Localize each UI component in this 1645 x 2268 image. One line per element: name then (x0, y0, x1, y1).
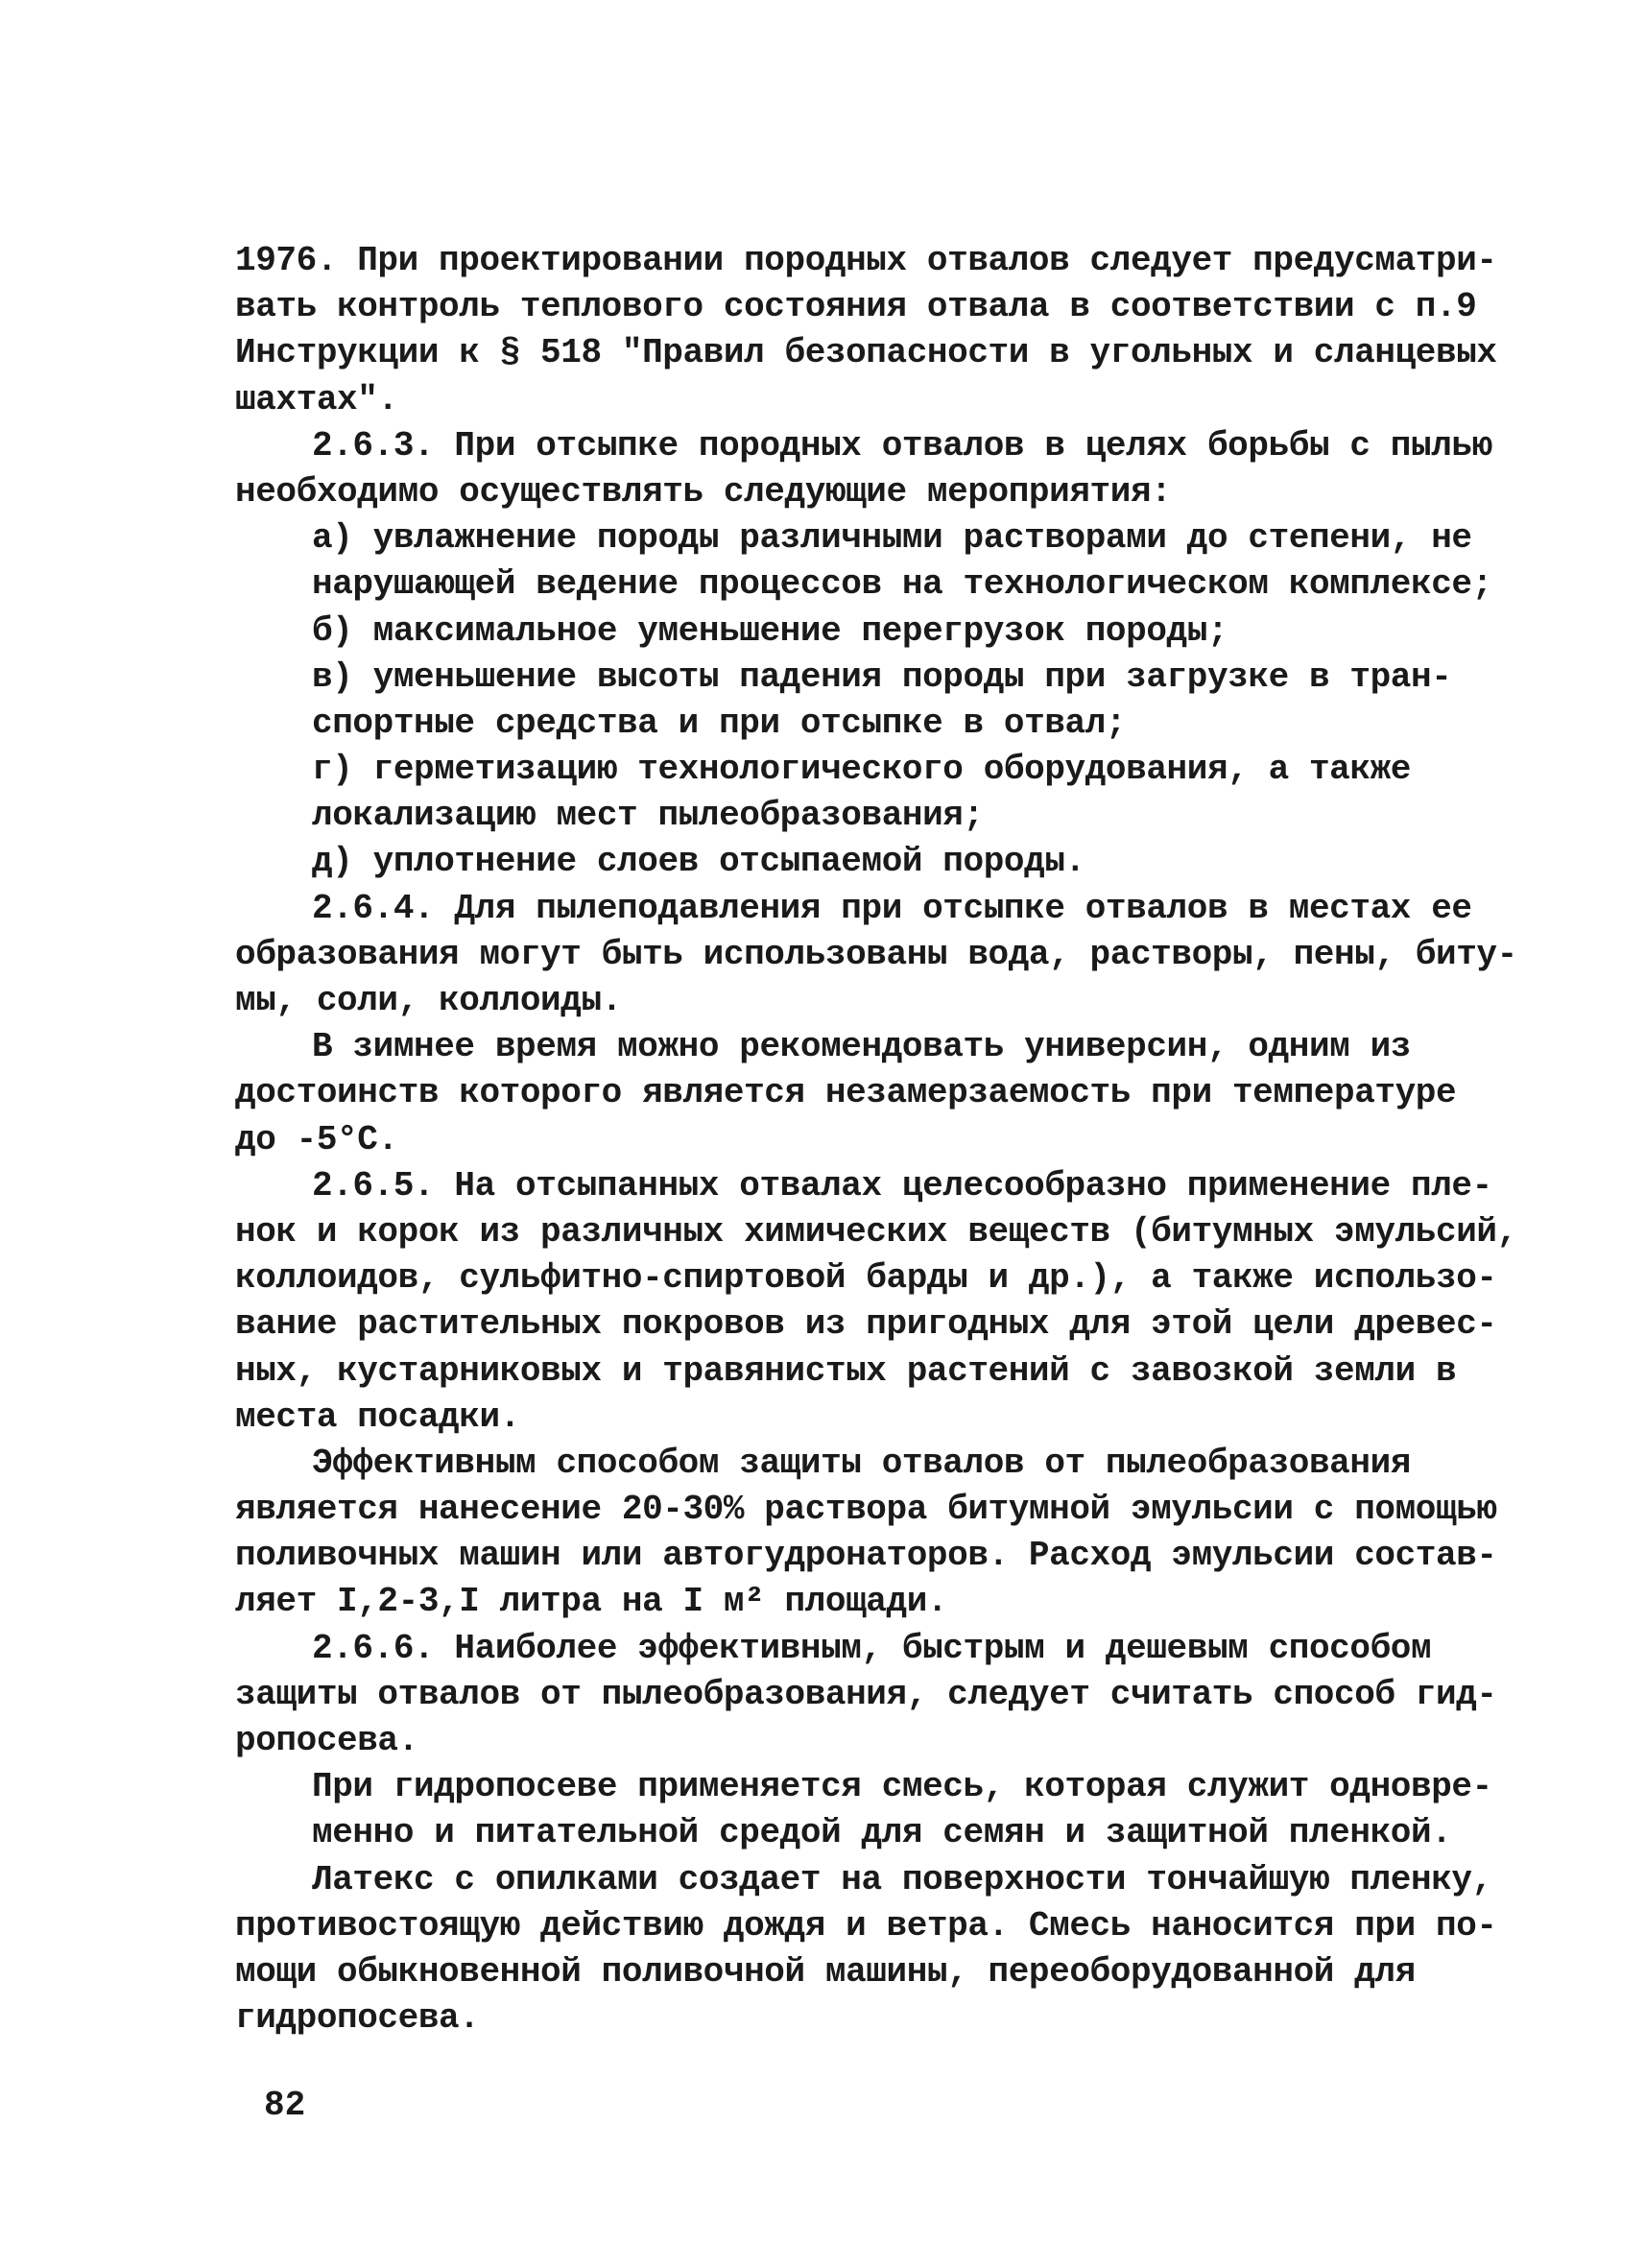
text-line: а) увлажнение породы различными растворами до степени, не (312, 518, 1472, 559)
text-line: г) герметизацию технологического оборудования, а также (312, 750, 1411, 790)
text-line: коллоидов, сульфитно-спиртовой барды и др.), а также использо- (235, 1258, 1497, 1299)
text-line: вать контроль теплового состояния отвала в соответствии с п.9 (235, 287, 1477, 327)
text-line: 2.6.4. Для пылеподавления при отсыпке отвалов в местах ее (312, 888, 1472, 928)
page-number: 82 (264, 2086, 306, 2125)
text-line: 2.6.6. Наиболее эффективным, быстрым и дешевым способом (312, 1628, 1432, 1668)
text-line: Эффективным способом защиты отвалов от пылеобразования (312, 1443, 1411, 1483)
text-line: ропосева. (235, 1721, 418, 1760)
text-line: шахтах". (235, 379, 398, 419)
text-line: Инструкции к § 518 "Правил безопасности в угольных и сланцевых (235, 333, 1497, 373)
text-line: менно и питательной средой для семян и защитной пленкой. (312, 1813, 1452, 1853)
text-line: поливочных машин или автогудронаторов. Расход эмульсии состав- (235, 1536, 1497, 1576)
text-line: При гидропосеве применяется смесь, которая служит одновре- (312, 1767, 1492, 1807)
text-line: является нанесение 20-30% раствора битумной эмульсии с помощью (235, 1490, 1497, 1530)
text-line: спортные средства и при отсыпке в отвал; (312, 703, 1127, 743)
text-line: до -5°С. (235, 1119, 398, 1159)
text-line: д) уплотнение слоев отсыпаемой породы. (312, 842, 1085, 882)
text-line: вание растительных покровов из пригодных для этой цели древес- (235, 1304, 1497, 1345)
text-line: образования могут быть использованы вода, растворы, пены, биту- (235, 934, 1517, 974)
text-line: В зимнее время можно рекомендовать универсин, одним из (312, 1027, 1411, 1067)
text-line: нок и корок из различных химических веществ (битумных эмульсий, (235, 1211, 1517, 1252)
text-line: гидропосева. (235, 1998, 480, 2039)
text-line: 2.6.3. При отсыпке породных отвалов в целях борьбы с пылью (312, 425, 1492, 466)
text-line: ляет I,2-3,I литра на I м² площади. (235, 1582, 948, 1622)
text-line: локализацию мест пылеобразования; (312, 796, 984, 836)
text-line: места посадки. (235, 1397, 520, 1437)
text-line: мощи обыкновенной поливочной машины, переоборудованной для (235, 1951, 1416, 1992)
page-body-text (235, 238, 1517, 2041)
text-line: в) уменьшение высоты падения породы при загрузке в тран- (312, 657, 1452, 697)
text-line: 2.6.5. На отсыпанных отвалах целесообразно применение пле- (312, 1165, 1492, 1206)
text-line: 1976. При проектировании породных отвалов следует предусматри- (235, 241, 1497, 280)
text-line: необходимо осуществлять следующие мероприятия: (235, 471, 1172, 512)
text-line: противостоящую действию дождя и ветра. Смесь наносится при по- (235, 1905, 1497, 1946)
text-line: мы, соли, коллоиды. (235, 981, 622, 1020)
text-line: ных, кустарниковых и травянистых растений с завозкой земли в (235, 1350, 1457, 1391)
text-line: достоинств которого является незамерзаемость при температуре (235, 1073, 1457, 1113)
text-line: Латекс с опилками создает на поверхности тончайшую пленку, (312, 1859, 1492, 1899)
text-line: б) максимальное уменьшение перегрузок породы; (312, 610, 1228, 651)
text-line: защиты отвалов от пылеобразования, следует считать способ гид- (235, 1674, 1497, 1714)
text-line: нарушающей ведение процессов на технологическом комплексе; (312, 564, 1492, 605)
